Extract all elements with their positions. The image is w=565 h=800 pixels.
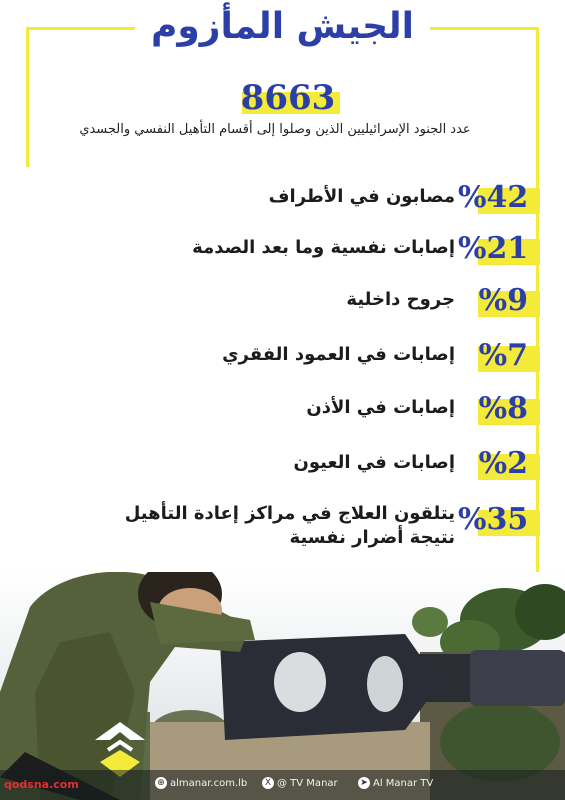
stat-percentage: %21 [458, 231, 529, 266]
globe-icon: ⊕ [155, 777, 167, 789]
stat-percentage: %8 [478, 391, 528, 426]
telegram-icon: ➤ [358, 777, 370, 789]
stat-row [0, 391, 565, 431]
headline-number-box [228, 78, 348, 120]
stat-percentage: %42 [458, 180, 529, 215]
page-title-text: الجيش المأزوم [135, 6, 430, 47]
footer-x-text: @ TV Manar [277, 778, 338, 789]
stat-label: إصابات في العمود الفقري [222, 344, 455, 365]
watermark: qodsna.com [4, 778, 79, 791]
stat-label: إصابات في العيون [293, 452, 455, 473]
stat-row [0, 231, 565, 271]
stat-row [0, 338, 565, 378]
footer-telegram-text: Al Manar TV [373, 778, 434, 789]
footer-website [155, 777, 247, 789]
stat-label-line-1: يتلقون العلاج في مراكز إعادة التأهيل [124, 503, 455, 524]
stat-percentage: %7 [478, 338, 528, 373]
page-title [0, 6, 565, 47]
stat-label: إصابات نفسية وما بعد الصدمة [192, 237, 455, 258]
stat-percentage: %9 [478, 283, 528, 318]
soldier-photo-illustration [0, 572, 565, 800]
stat-label-line-2: نتيجة أضرار نفسية [289, 527, 455, 548]
stat-label [105, 502, 455, 550]
footer-bar [0, 770, 565, 800]
frame-left-border [26, 27, 29, 167]
footer-website-text: almanar.com.lb [170, 778, 248, 789]
footer-telegram [358, 777, 433, 789]
x-logo-icon: X [262, 777, 274, 789]
stat-row [0, 180, 565, 220]
stat-percentage: %2 [478, 446, 528, 481]
headline-number: 8663 [240, 78, 336, 118]
stat-row [0, 502, 565, 562]
soldier-photo [0, 572, 565, 800]
stat-row [0, 446, 565, 486]
stat-row [0, 283, 565, 323]
footer-x [262, 777, 338, 789]
stat-percentage: %35 [458, 502, 529, 537]
subtitle: عدد الجنود الإسرائيليين الذين وصلوا إلى أقسام التأهيل النفسي والجسدي [79, 122, 471, 137]
stat-label: جروح داخلية [346, 289, 455, 310]
stat-label: إصابات في الأذن [306, 397, 455, 418]
stat-label: مصابون في الأطراف [268, 186, 455, 207]
